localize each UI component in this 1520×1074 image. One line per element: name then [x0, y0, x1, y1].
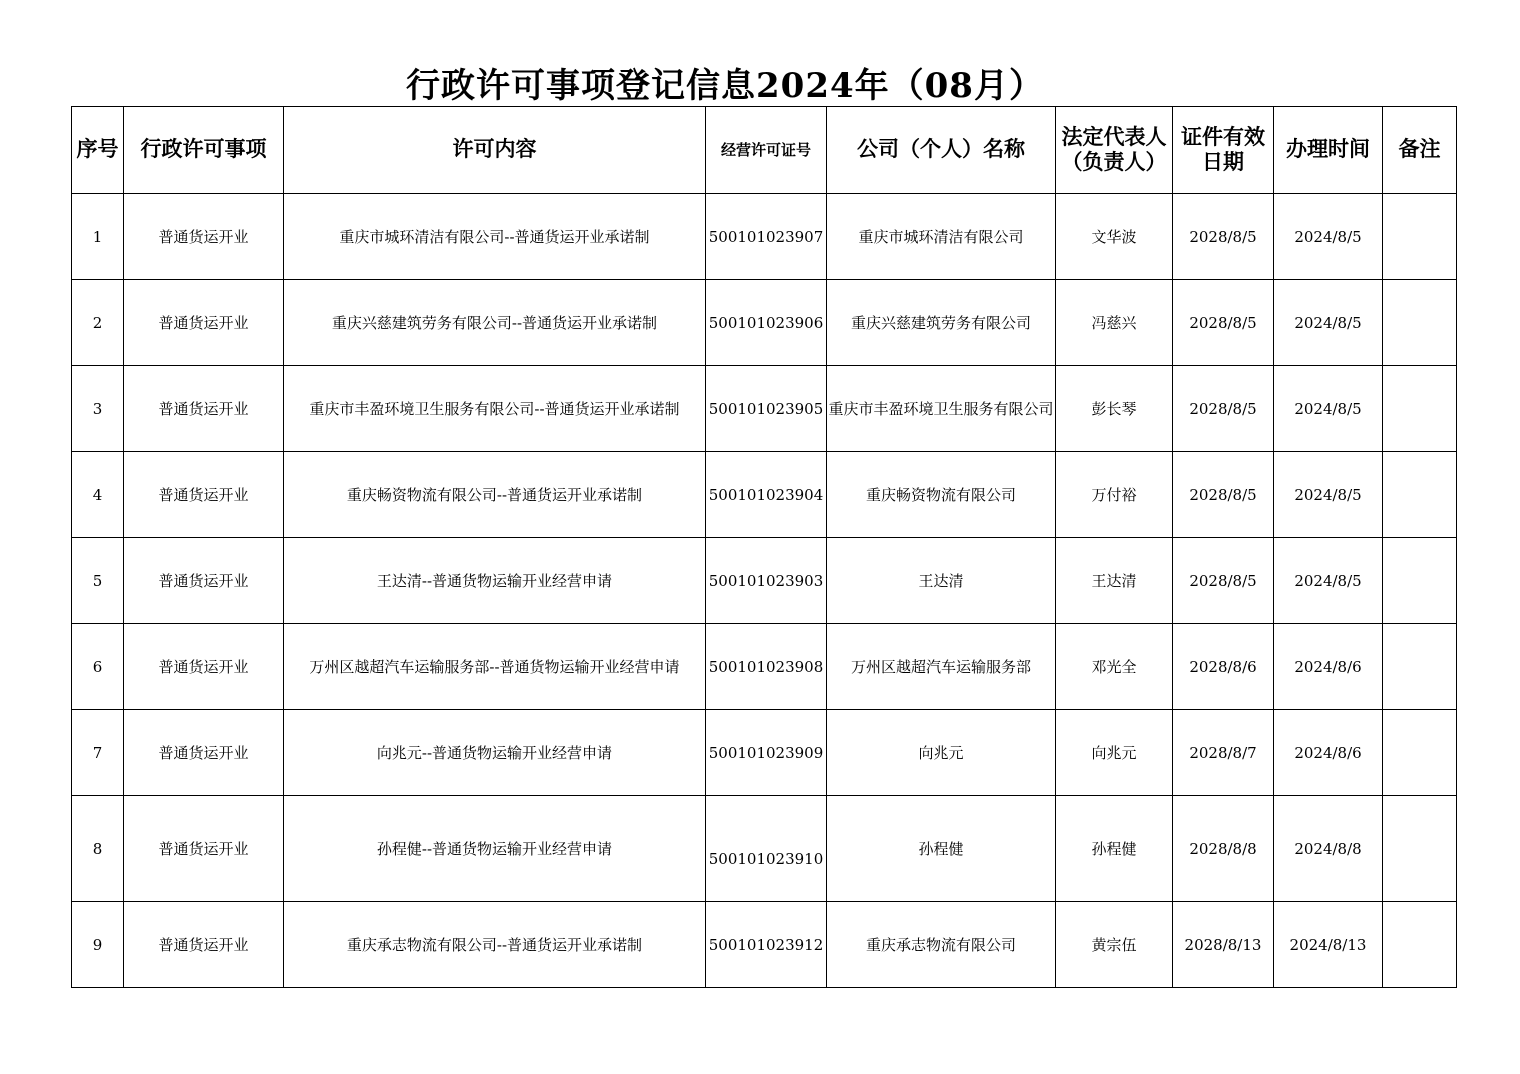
header-company: 公司（个人）名称 — [827, 107, 1056, 194]
cell-handle-time: 2024/8/13 — [1274, 902, 1383, 988]
cell-item: 普通货运开业 — [124, 194, 284, 280]
cell-license-no: 500101023910 — [706, 796, 827, 902]
cell-handle-time: 2024/8/8 — [1274, 796, 1383, 902]
cell-company: 重庆承志物流有限公司 — [827, 902, 1056, 988]
cell-legal-rep: 向兆元 — [1056, 710, 1173, 796]
cell-content: 重庆市丰盈环境卫生服务有限公司--普通货运开业承诺制 — [284, 366, 706, 452]
cell-item: 普通货运开业 — [124, 624, 284, 710]
header-valid-date: 证件有效日期 — [1173, 107, 1274, 194]
cell-license-no: 500101023903 — [706, 538, 827, 624]
cell-seq: 5 — [72, 538, 124, 624]
cell-handle-time: 2024/8/5 — [1274, 366, 1383, 452]
cell-valid-date: 2028/8/6 — [1173, 624, 1274, 710]
header-row — [72, 107, 1457, 194]
cell-seq: 2 — [72, 280, 124, 366]
cell-content: 重庆承志物流有限公司--普通货运开业承诺制 — [284, 902, 706, 988]
cell-remark — [1383, 366, 1457, 452]
page-title: 行政许可事项登记信息2024年（08月） — [406, 66, 1044, 106]
cell-company: 向兆元 — [827, 710, 1056, 796]
cell-valid-date: 2028/8/5 — [1173, 452, 1274, 538]
cell-remark — [1383, 280, 1457, 366]
cell-remark — [1383, 710, 1457, 796]
cell-content: 重庆兴慈建筑劳务有限公司--普通货运开业承诺制 — [284, 280, 706, 366]
cell-content: 重庆畅资物流有限公司--普通货运开业承诺制 — [284, 452, 706, 538]
cell-item: 普通货运开业 — [124, 796, 284, 902]
cell-license-no: 500101023908 — [706, 624, 827, 710]
cell-company: 万州区越超汽车运输服务部 — [827, 624, 1056, 710]
table-row — [72, 710, 1457, 796]
cell-company: 王达清 — [827, 538, 1056, 624]
cell-remark — [1383, 796, 1457, 902]
cell-valid-date: 2028/8/8 — [1173, 796, 1274, 902]
cell-content: 重庆市城环清洁有限公司--普通货运开业承诺制 — [284, 194, 706, 280]
header-item: 行政许可事项 — [124, 107, 284, 194]
cell-legal-rep: 黄宗伍 — [1056, 902, 1173, 988]
table-row — [72, 452, 1457, 538]
header-content: 许可内容 — [284, 107, 706, 194]
cell-seq: 8 — [72, 796, 124, 902]
cell-handle-time: 2024/8/5 — [1274, 538, 1383, 624]
cell-seq: 1 — [72, 194, 124, 280]
table-row — [72, 366, 1457, 452]
table-row — [72, 902, 1457, 988]
cell-content: 孙程健--普通货物运输开业经营申请 — [284, 796, 706, 902]
cell-legal-rep: 孙程健 — [1056, 796, 1173, 902]
table-row — [72, 280, 1457, 366]
header-license-no: 经营许可证号 — [706, 107, 827, 194]
cell-seq: 4 — [72, 452, 124, 538]
cell-remark — [1383, 452, 1457, 538]
cell-handle-time: 2024/8/6 — [1274, 624, 1383, 710]
permit-table — [71, 106, 1457, 988]
cell-legal-rep: 彭长琴 — [1056, 366, 1173, 452]
cell-company: 重庆畅资物流有限公司 — [827, 452, 1056, 538]
cell-remark — [1383, 538, 1457, 624]
cell-seq: 7 — [72, 710, 124, 796]
cell-company: 重庆兴慈建筑劳务有限公司 — [827, 280, 1056, 366]
cell-remark — [1383, 902, 1457, 988]
cell-legal-rep: 冯慈兴 — [1056, 280, 1173, 366]
cell-item: 普通货运开业 — [124, 902, 284, 988]
cell-license-no: 500101023906 — [706, 280, 827, 366]
cell-remark — [1383, 624, 1457, 710]
cell-valid-date: 2028/8/5 — [1173, 194, 1274, 280]
cell-item: 普通货运开业 — [124, 366, 284, 452]
cell-license-no: 500101023909 — [706, 710, 827, 796]
cell-company: 重庆市城环清洁有限公司 — [827, 194, 1056, 280]
header-seq: 序号 — [72, 107, 124, 194]
cell-handle-time: 2024/8/6 — [1274, 710, 1383, 796]
table-row — [72, 624, 1457, 710]
cell-valid-date: 2028/8/5 — [1173, 280, 1274, 366]
table-row — [72, 796, 1457, 902]
cell-license-no: 500101023912 — [706, 902, 827, 988]
cell-valid-date: 2028/8/5 — [1173, 538, 1274, 624]
cell-item: 普通货运开业 — [124, 452, 284, 538]
cell-company: 孙程健 — [827, 796, 1056, 902]
cell-seq: 9 — [72, 902, 124, 988]
cell-content: 向兆元--普通货物运输开业经营申请 — [284, 710, 706, 796]
header-legal-rep: 法定代表人（负责人） — [1056, 107, 1173, 194]
cell-handle-time: 2024/8/5 — [1274, 280, 1383, 366]
cell-license-no: 500101023907 — [706, 194, 827, 280]
cell-license-no: 500101023905 — [706, 366, 827, 452]
cell-valid-date: 2028/8/5 — [1173, 366, 1274, 452]
cell-item: 普通货运开业 — [124, 280, 284, 366]
cell-valid-date: 2028/8/13 — [1173, 902, 1274, 988]
cell-company: 重庆市丰盈环境卫生服务有限公司 — [827, 366, 1056, 452]
cell-handle-time: 2024/8/5 — [1274, 452, 1383, 538]
cell-content: 王达清--普通货物运输开业经营申请 — [284, 538, 706, 624]
cell-legal-rep: 万付裕 — [1056, 452, 1173, 538]
table-row — [72, 194, 1457, 280]
cell-seq: 3 — [72, 366, 124, 452]
header-remark: 备注 — [1383, 107, 1457, 194]
cell-valid-date: 2028/8/7 — [1173, 710, 1274, 796]
cell-legal-rep: 文华波 — [1056, 194, 1173, 280]
cell-handle-time: 2024/8/5 — [1274, 194, 1383, 280]
cell-item: 普通货运开业 — [124, 538, 284, 624]
cell-remark — [1383, 194, 1457, 280]
cell-item: 普通货运开业 — [124, 710, 284, 796]
table-row — [72, 538, 1457, 624]
header-handle-time: 办理时间 — [1274, 107, 1383, 194]
cell-legal-rep: 王达清 — [1056, 538, 1173, 624]
cell-seq: 6 — [72, 624, 124, 710]
cell-content: 万州区越超汽车运输服务部--普通货物运输开业经营申请 — [284, 624, 706, 710]
cell-license-no: 500101023904 — [706, 452, 827, 538]
cell-legal-rep: 邓光全 — [1056, 624, 1173, 710]
